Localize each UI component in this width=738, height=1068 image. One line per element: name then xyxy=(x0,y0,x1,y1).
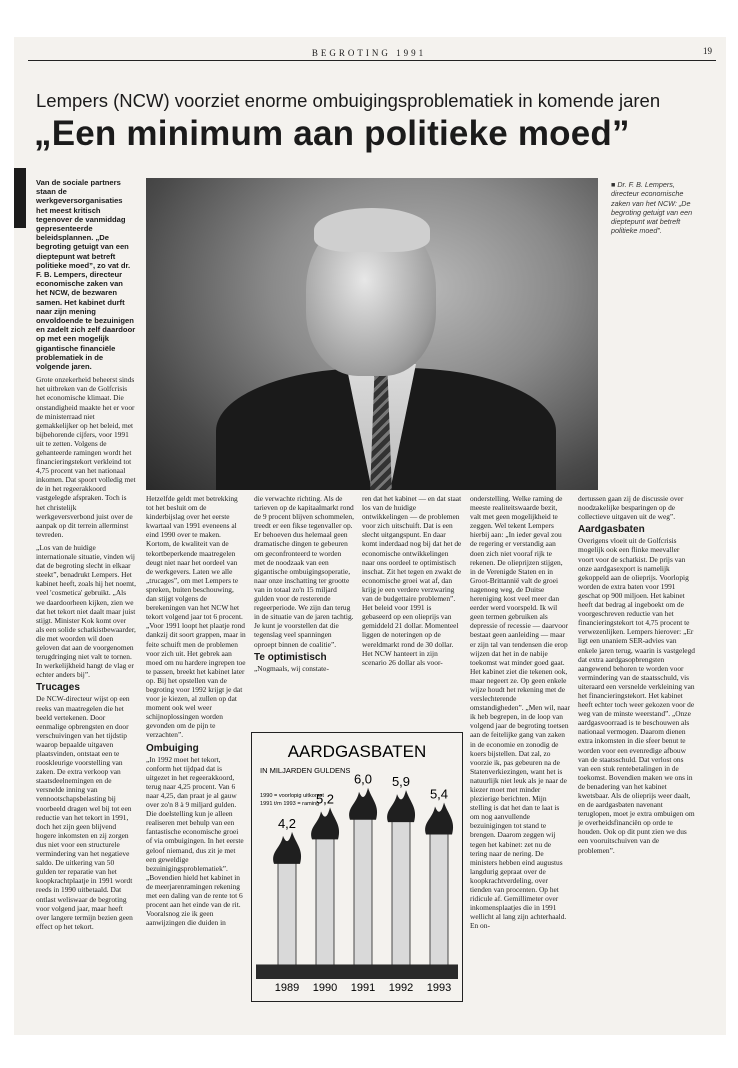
chart-bar xyxy=(430,832,448,965)
col5-paragraph-1: onderstelling. Welke raming de meeste realiteitswaarde bezit, valt met geen mogelijkheid te zeggen. Wel tekent Lempers hierbij aan: „In ieder geval zou de regering er verstandig aan doen zich niet vooraf rijk te rekenen. De olieprijzen stijgen, in de Verenigde Staten en in Groot-Brittannië valt de groei nagenoeg weg, de Duitse hereniging kost veel meer dan eerder werd voorspeld. Ik wil geen termen gebruiken als depressie of recessie — daarvoor bestaat geen aanleiding — maar er zijn tal van tendensen die erop wijzen dat het in de nabije toekomst wat minder goed gaat. Het kabinet ziet die tekenen ook, maar negeert ze. Op geen enkele wijze houdt het rekening met de verslechterende omstandigheden”. „Men wil, naar ik heb begrepen, in de loop van volgend jaar de begroting toetsen aan de feitelijke gang van zaken in de economie en zonodig de koers bijstellen. Dat zal, zo voorzie ik, pas gebeuren na de Statenverkiezingen, want het is natuurlijk niet leuk als je naar de kiezer moet met minder plezierige berichten. Mijn stelling is dat het dan te laat is om nog aanvullende bezuinigingen tot stand te brengen. Daarom zeggen wij tegen het kabinet: zet nu de tering naar de nering. De ministers hebben eind augustus langdurig gepraat over de koopkrachtverdeling, over tienden van procenten. Op het ridicule af. Gemillimeter over inkomensplaatjes die in 1991 wellicht al lang zijn achterhaald. En on- xyxy=(470,494,570,931)
chart-category-label: 1990 xyxy=(312,982,338,994)
chart-category-label: 1993 xyxy=(426,982,452,994)
caption-square-icon: ■ xyxy=(611,180,618,189)
aardgasbaten-chart xyxy=(251,732,463,1002)
chart-value-label: 5,2 xyxy=(315,791,335,807)
col2-paragraph-2: „In 1992 moet het tekort, conform het tijdpad dat is uitgezet in het regeerakkoord, terug naar 4,25 procent. Van 6 naar 4,25, dan praat je al gauw over zo'n 8 à 9 miljard gulden. Die doelstelling kun je alleen realiseren met behulp van een fantastische economische groei of via ombuigingen. In het eerste geloof niemand, dus zit je met een geweldige bezuinigingsproblematiek”. „Bovendien hield het kabinet in de meerjarenramingen rekening met een daling van de rente tot 6 procent aan het einde van de rit. Vooralsnog zie ik geen aanwijzingen die duiden in xyxy=(146,754,244,928)
chart-value-label: 6,0 xyxy=(353,771,373,787)
subhead-trucages: Trucages xyxy=(36,682,80,694)
header-rule xyxy=(28,60,716,61)
subhead-aardgasbaten: Aardgasbaten xyxy=(578,524,645,536)
chart-flame xyxy=(273,832,301,864)
chart-subtitle: IN MILJARDEN GULDENS xyxy=(260,766,351,775)
photo-caption xyxy=(611,180,697,236)
col2-paragraph-1: Hetzelfde geldt met betrekking tot het besluit om de kinderbijslag over het eerste kwartaal van 1991 eveneens al eind 1990 over te maken. Kortom, de kwaliteit van de tekortbeperkende maatregelen deugt niet naar het oordeel van de werkgevers. Laten we alle „trucages”, om met Lempers te spreken, buiten beschouwing, dan stijgt volgens de berekeningen van het NCW het tekort volgend jaar tot 6 procent. „Voor 1991 loopt het plaatje rond dankzij dit soort grappen, maar in feite schuift men de problemen voor zich uit. Het gebrek aan moed om nu hardere ingrepen toe te passen, breekt het kabinet later op. Bij het opstellen van de begroting voor 1992 krijgt je dat voor je kiezen, al zullen op dat moment ook wel weer schijnoplossingen worden gevonden om de pijn te verzachten”. xyxy=(146,494,246,740)
subhead-ombuiging: Ombuiging xyxy=(146,742,199,754)
lead-paragraph: Van de sociale partners staan de werkgeversorganisaties het meest kritisch tegenover de vanmiddag gepresenteerde beleidsplannen. „De begroting getuigt van een dieptepunt wat betreft politieke moed”, zo vat dr. F. B. Lempers, directeur economische zaken van het NCW, de bezwaren samen. Het kabinet durft naar zijn mening onvoldoende te bezuinigen en zadelt zich zelf daardoor op met een mogelijk gigantische financiële problematiek in de volgende jaren. xyxy=(36,178,136,372)
chart-flame xyxy=(311,807,339,839)
chart-category-label: 1991 xyxy=(350,982,376,994)
chart-bar xyxy=(278,862,296,965)
chart-bar xyxy=(392,820,410,965)
col3-paragraph-1: die verwachte richting. Als de tarieven op de kapitaalmarkt rond de 9 procent blijven schommelen, treedt er een fikse tegenvaller op. Er behoeven dus helemaal geen dramatische dingen te gebeuren om geconfronteerd te worden met de noodzaak van een gigantische ombuigingsoperatie, naar onze inschatting ter grootte van in totaal zo'n 15 miljard gulden voor de resterende regeerperiode. We zijn dan terug in de situatie van de jaren tachtig. Je kunt je voorstellen dat die tegenslag veel spanningen oproept binnen de coalitie”. xyxy=(254,494,354,649)
column-6 xyxy=(578,494,696,1002)
page-number: 19 xyxy=(703,46,712,56)
chart-value-label: 4,2 xyxy=(277,815,297,831)
photo-hair xyxy=(314,208,430,252)
section-tag-label: Interview xyxy=(2,179,12,210)
col3-paragraph-2: „Nogmaals, wij constate- xyxy=(254,663,329,673)
chart-title: AARDGASBATEN xyxy=(287,742,427,761)
chart-flame xyxy=(425,802,453,834)
chart-note-line: 1990 = voorlopig uitkomst xyxy=(260,793,324,799)
chart-ground-band xyxy=(256,965,458,979)
chart-category-label: 1989 xyxy=(274,982,300,994)
kicker: Lempers (NCW) voorziet enorme ombuigingsproblematiek in komende jaren xyxy=(36,90,661,111)
col6-paragraph-1: dertussen gaan zij de discussie over noodzakelijke besparingen op de collectieve uitgaven uit de weg”. xyxy=(578,494,684,522)
column-1 xyxy=(36,178,136,1002)
col6-paragraph-2: Overigens vloeit uit de Golfcrisis mogelijk ook een flinke meevaller voort voor de schatkist. De prijs van onze aardgasexport is namelijk gekoppeld aan de olieprijs. Voorlopig worden de extra baten voor 1991 geschat op 900 miljoen. Het kabinet heeft dat bedrag al ingeboekt om de voorgeschreven reductie van het financieringstekort tot 4,75 procent te verwezenlijken. Lempers hierover: „Er ligt een unaniem SER-advies van enkele jaren terug, waarin is vastgelegd dat extra aardgasopbrengsten aangewend behoren te worden voor vermindering van de staatsschuld, vis uiteraard een versnelde verkleining van het financieringstekort. Het kabinet heeft echter toch weer gekozen voor de weg van de minste weerstand”. „Onze aardgasvoorraad is te beschouwen als nationaal vermogen. Daarom dienen extra inkomsten in die sfeer benut te worden voor een evenredige afbouw van de staatsschuld. Dat verlost ons van een stuk rentebetalingen in de toekomst. Bovendien maken we ons in de benadering van het kabinet kwetsbaar. Als de olieprijs weer daalt, en de aardgasbaten navenant teruglopen, moet je extra ombuigen om je overheidsfinanciën op orde te houden. Ook op dit punt zien we dus een vooruitschuiven van de problemen”. xyxy=(578,536,695,855)
col1-paragraph-3: De NCW-directeur wijst op een reeks van maatregelen die het beeld vertekenen. Door eenmalige opbrengsten en door verschuivingen van het tijdstip waarop bepaalde uitgaven plaatsvinden, ontstaat een te rooskleurige voorstelling van zaken. De extra verkoop van staatsdeelnemingen en de versnelde inning van vennootschapsbelasting bij voorbeeld dragen wel bij tot een reductie van het tekort in 1991, doch het zijn geen blijvend hogere inkomsten en zij zorgen dus niet voor een structurele vermindering van het negatieve saldo. De uitkering van 50 gulden ter reparatie van het koopkrachtplaatje in 1991 wordt reeds in 1990 uitbetaald. Dat ontlast weliswaar de begroting voor volgend jaar, maar heeft over langere termijn bezien geen effect op het tekort. xyxy=(36,694,133,931)
headline: „Een minimum aan politieke moed” xyxy=(34,114,630,153)
chart-note-line: 1991 t/m 1993 = raming xyxy=(260,801,320,807)
chart-flame xyxy=(349,788,377,820)
col4-paragraph-1: ren dat het kabinet — en dat staat los van de huidige ontwikkelingen — de problemen voor zich uitschuift. Dat is een slecht uitgangspunt. En daar komt inderdaad nog bij dat het de economische ontwikkelingen naar ons oordeel te optimistisch inschat. Zit het tegen en zwakt de economische groei wat af, dan krijg je een verdere verzwaring van de budgettaire problemen”. Het beleid voor 1991 is gebaseerd op een olieprijs van gemiddeld 21 dollar. Momenteel liggen de noteringen op de wereldmarkt rond de 30 dollar. Het NCW hanteert in zijn scenario 26 dollar als voor- xyxy=(362,494,462,667)
chart-flame xyxy=(387,790,415,822)
chart-value-label: 5,4 xyxy=(429,786,449,802)
chart-value-label: 5,9 xyxy=(391,774,411,790)
caption-text: Dr. F. B. Lempers, directeur economische zaken van het NCW: „De begroting getuigt van een dieptepunt wat betreft politieke moed”. xyxy=(611,180,693,236)
column-3 xyxy=(254,494,354,728)
col1-paragraph-2: „Los van de huidige internationale situatie, vinden wij dat de begroting slecht in elkaar steekt”, benadrukt Lempers. Het kabinet heeft, zoals hij het noemt, veel 'cosmetica' gebruikt. „Als we daardoorheen kijken, zien we dat het tekort niet daalt maar juist stijgt. Minister Kok komt over als een solide schatkistbewaarder, die met woorden wil doen geloven dat aan de voorgenomen terugdringing niet valt te tornen. In werkelijkheid hangt de vlag er echter anders bij”. xyxy=(36,542,136,680)
column-4 xyxy=(362,494,462,728)
column-5 xyxy=(470,494,570,1002)
subhead-optimistisch: Te optimistisch xyxy=(254,651,327,663)
col1-paragraph-1: Grote onzekerheid beheerst sinds het uitbreken van de Golfcrisis het economische klimaat. Die onstandigheid maakte het er voor de ministerraad niet gemakkelijker op het beleid, met bijbehorende cijfers, voor 1991 uit te zetten. Volgens de gehanteerde ramingen wordt het financieringstekort verkleind tot 4,75 procent van het nationaal inkomen. Dat spoort volledig met de in het regeerakkoord vastgelegde afspraken. Toch is het christelijk werkgeversverbond juist over de aanpak op dit terrein allerminst tevreden. xyxy=(36,375,136,539)
section-tag xyxy=(2,168,26,228)
chart-svg xyxy=(252,733,462,1001)
running-header: BEGROTING 1991 xyxy=(311,48,427,58)
chart-category-label: 1992 xyxy=(388,982,414,994)
column-2 xyxy=(146,494,246,1002)
portrait-photo xyxy=(146,178,598,490)
chart-bar xyxy=(354,818,372,965)
chart-bar xyxy=(316,837,334,965)
